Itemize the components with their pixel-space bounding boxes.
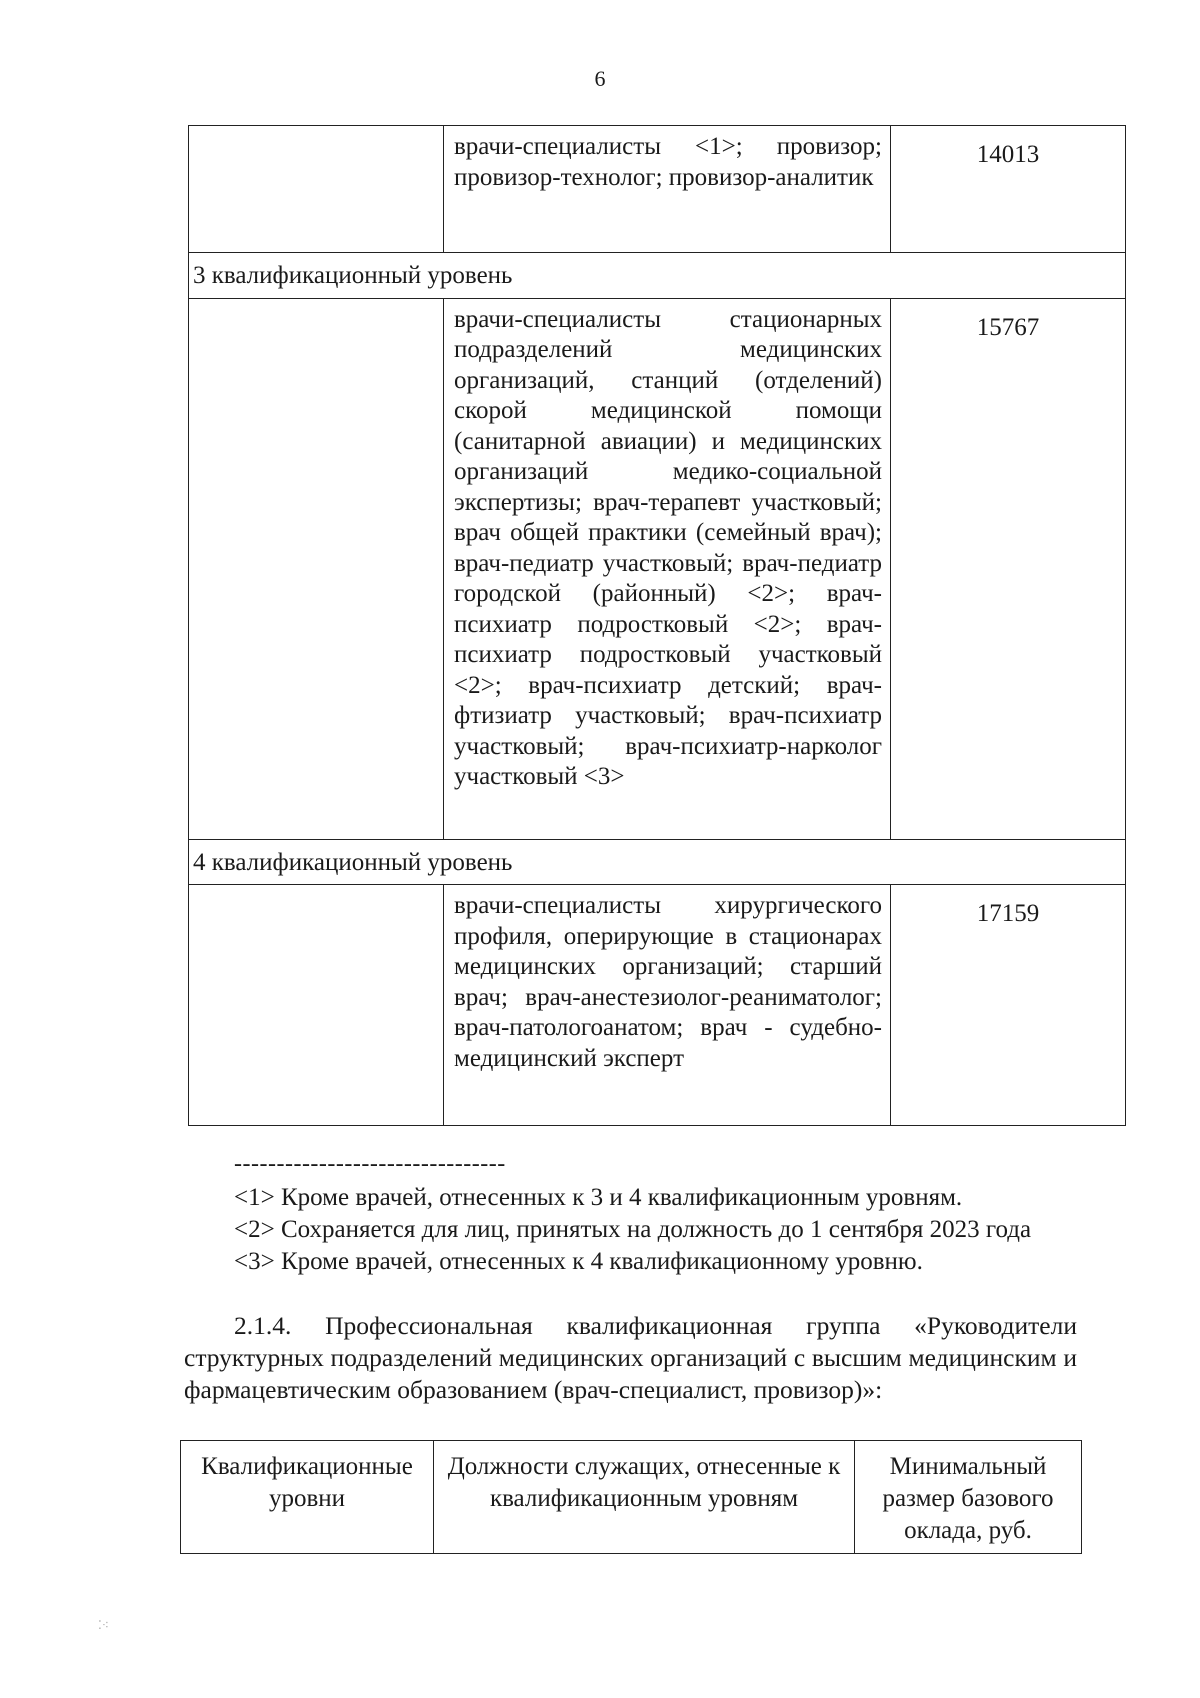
footnotes <box>234 1182 1031 1278</box>
level-label: 4 квалификационный уровень <box>189 839 1126 885</box>
next-table-header <box>180 1440 1082 1554</box>
header-positions: Должности служащих, отнесенные к квалификационным уровням <box>434 1441 855 1554</box>
level-cell <box>189 298 444 839</box>
footnote-3: <3> Кроме врачей, отнесенных к 4 квалификационному уровню. <box>234 1248 923 1275</box>
level-row <box>189 253 1126 299</box>
page-number: 6 <box>594 66 606 91</box>
level-label: 3 квалификационный уровень <box>189 253 1126 299</box>
table-row <box>189 126 1126 253</box>
level-cell <box>189 126 444 253</box>
positions-cell: врачи-специалисты <1>; провизор; провизор-технолог; провизор-аналитик <box>444 126 891 253</box>
header-levels: Квалификационные уровни <box>181 1441 434 1554</box>
footnote-1: <1> Кроме врачей, отнесенных к 3 и 4 квалификационным уровням. <box>234 1184 963 1211</box>
level-cell <box>189 885 444 1126</box>
salary-cell: 15767 <box>891 298 1126 839</box>
salary-cell: 14013 <box>891 126 1126 253</box>
table-row <box>189 298 1126 839</box>
scan-artifact: ⁚⁖ <box>98 1618 109 1632</box>
paragraph-text: 2.1.4. Профессиональная квалификационная группа «Руководители структурных подразделений медицинских организаций с высшим медицинским и фармацевтическим образованием (врач-специалист, провизор)»: <box>184 1311 1077 1404</box>
footnote-2: <2> Сохраняется для лиц, принятых на должность до 1 сентября 2023 года <box>234 1216 1032 1243</box>
salary-cell: 17159 <box>891 885 1126 1126</box>
header-salary: Минимальный размер базового оклада, руб. <box>855 1441 1082 1554</box>
table-row <box>189 885 1126 1126</box>
positions-cell: врачи-специалисты стационарных подразделений медицинских организаций, станций (отделений) скорой медицинской помощи (санитарной авиации) и медицинских организаций медико-социальной экспертизы; врач-терапевт участковый; врач общей практики (семейный врач); врач-педиатр участковый; врач-педиатр городской (районный) <2>; врач-психиатр подростковый <2>; врач-психиатр подростковый участковый <2>; врач-психиатр детский; врач-фтизиатр участковый; врач-психиатр участковый; врач-психиатр-нарколог участковый <3> <box>444 298 891 839</box>
footnote-separator: -------------------------------- <box>234 1151 506 1177</box>
header-row <box>181 1441 1082 1554</box>
section-paragraph <box>184 1310 1077 1406</box>
positions-cell: врачи-специалисты хирургического профиля, оперирующие в стационарах медицинских организаций; старший врач; врач-анестезиолог-реаниматолог; врач-патологоанатом; врач - судебно-медицинский эксперт <box>444 885 891 1126</box>
salary-table <box>188 125 1126 1126</box>
level-row <box>189 839 1126 885</box>
